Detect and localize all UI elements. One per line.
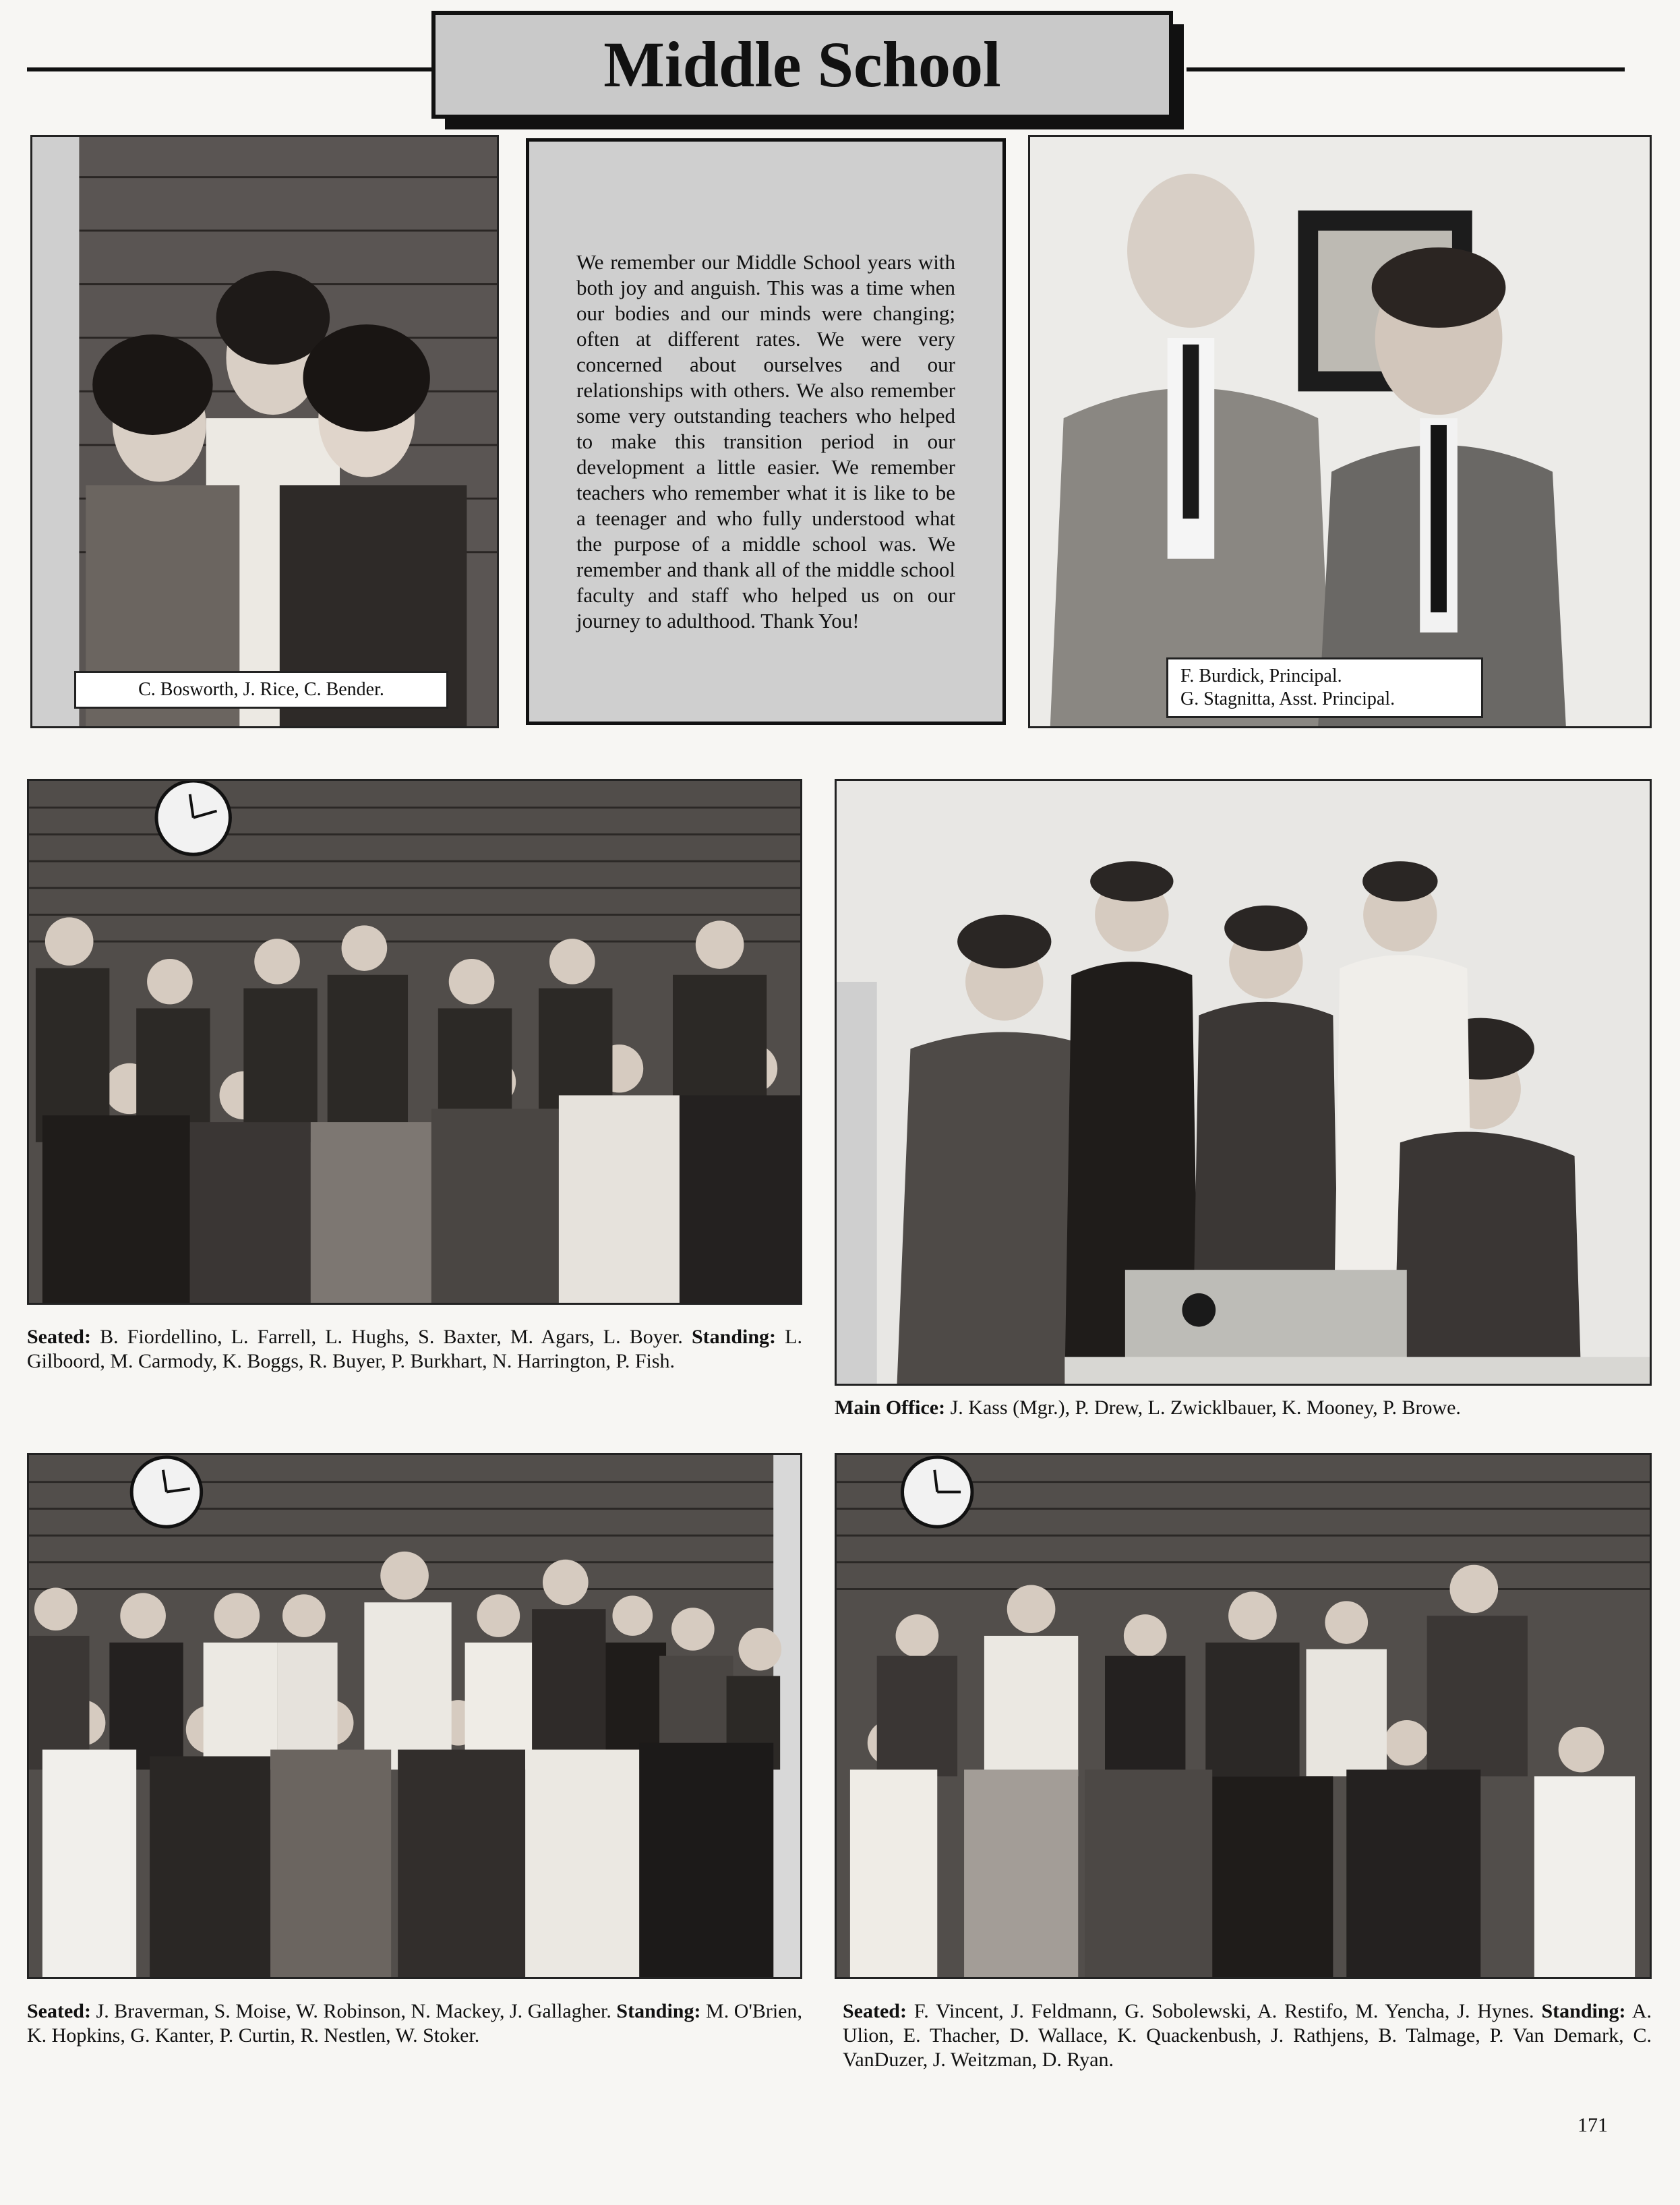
photo-main-office	[835, 779, 1652, 1386]
caption-group-3: Seated: F. Vincent, J. Feldmann, G. Sobolewski, A. Restifo, M. Yencha, J. Hynes. Standing: A. Ulion, E. Thacher, D. Wallace, K. Quackenbush, J. Rathjens, B. Talmage, P. Van Demark, C. VanDuzer, J. Weitzman, D. Ryan.	[843, 2000, 1652, 2071]
intro-text: We remember our Middle School years with both joy and anguish. This was a time when our bodies and our minds were changing; often at different rates. We were very concerned about ourselves and our relationships with others. We also remember some very outstanding teachers who helped to make this transition period in our development a little easier. We remember teachers who remember what it is like to be a teenager and who fully understood what the purpose of a middle school was. We remember and thank all of the middle school faculty and staff who helped us on our journey to adulthood. Thank You!	[576, 250, 955, 633]
page-title-box	[431, 11, 1173, 119]
intro-box	[526, 138, 1006, 725]
caption-group-1: Seated: B. Fiordellino, L. Farrell, L. Hughs, S. Baxter, M. Agars, L. Boyer. Standing: L. Gilboord, M. Carmody, K. Boggs, R. Buyer, P. Burkhart, N. Harrington, P. Fish.	[27, 1326, 802, 1372]
label-principals: F. Burdick, Principal. G. Stagnitta, Asst. Principal.	[1166, 657, 1483, 718]
caption-main-office: Main Office: J. Kass (Mgr.), P. Drew, L. Zwicklbauer, K. Mooney, P. Browe.	[835, 1396, 1461, 1419]
photo-trio	[30, 135, 499, 728]
caption-group-2: Seated: J. Braverman, S. Moise, W. Robinson, N. Mackey, J. Gallagher. Standing: M. O'Brien, K. Hopkins, G. Kanter, P. Curtin, R. Nestlen, W. Stoker.	[27, 2000, 802, 2047]
photo-group-1	[27, 779, 802, 1305]
page-number: 171	[1578, 2114, 1608, 2136]
label-trio: C. Bosworth, J. Rice, C. Bender.	[74, 671, 448, 709]
header-rule-right	[1187, 67, 1625, 71]
photo-group-3	[835, 1453, 1652, 1979]
photo-group-2	[27, 1453, 802, 1979]
header-rule-left	[27, 67, 431, 71]
photo-principals	[1028, 135, 1652, 728]
page-title: Middle School	[603, 28, 1001, 100]
